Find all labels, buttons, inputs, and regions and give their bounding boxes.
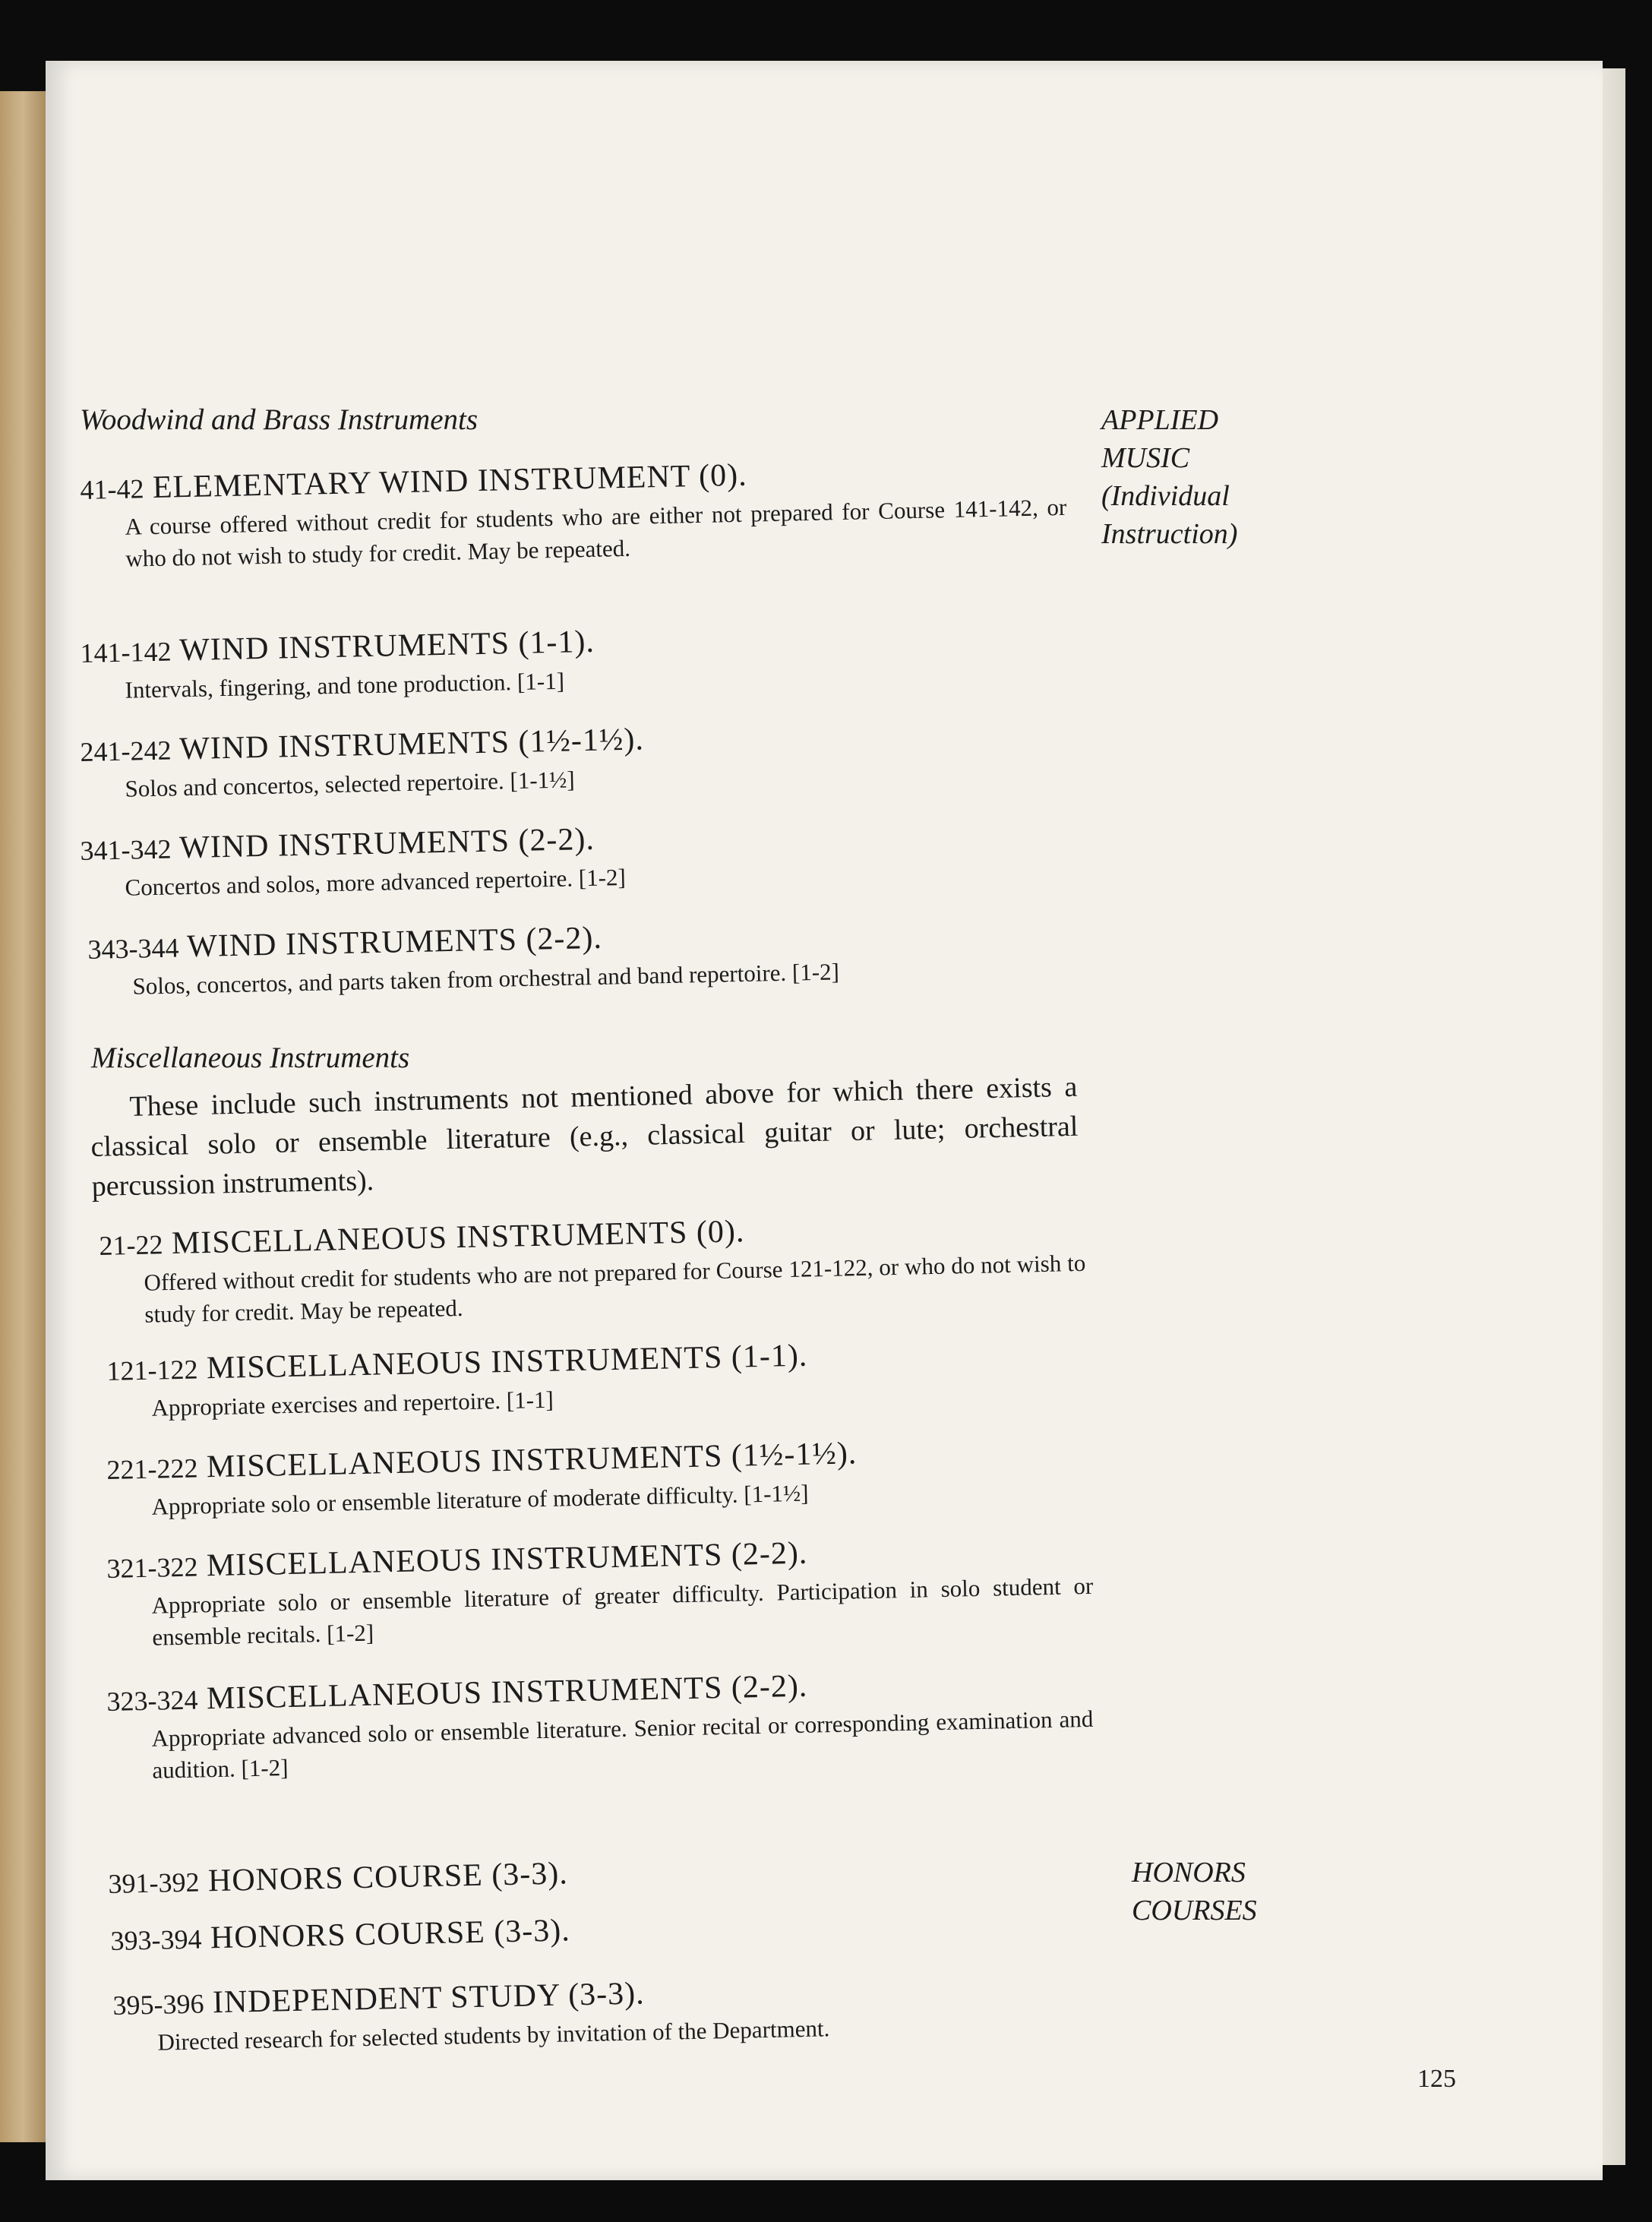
course-number: 341-342 <box>80 833 172 866</box>
course-title: INDEPENDENT STUDY (3-3). <box>212 1976 646 2021</box>
course-description: Appropriate solo or ensemble literature of greater difficulty. Participation in solo student or ensemble recitals. [1-2] <box>151 1572 1094 1651</box>
course-number: 121-122 <box>106 1354 198 1386</box>
page-number: 125 <box>1417 2065 1456 2093</box>
course-number: 391-392 <box>108 1866 200 1899</box>
course-entry <box>80 450 1069 576</box>
margin-note-applied-music <box>1101 401 1237 553</box>
course-title: HONORS COURSE (3-3). <box>210 1913 571 1956</box>
course-number: 343-344 <box>87 932 179 965</box>
course-title: MISCELLANEOUS INSTRUMENTS (1-1). <box>206 1338 808 1386</box>
course-entry <box>112 1966 1101 2059</box>
course-description: Intervals, fingering, and tone production. [1-1] <box>125 667 565 703</box>
miscellaneous-intro: These include such instruments not mentioned above for which there exists a classical solo or ensemble literature (e.g., classical guitar or lute; orchestral percussion instruments). <box>90 1070 1079 1203</box>
course-entry <box>110 1901 1098 1958</box>
page-content <box>46 61 1603 2180</box>
course-entry <box>99 1206 1088 1332</box>
course-title: WIND INSTRUMENTS (1½-1½). <box>178 722 645 767</box>
page-stack-edge <box>1603 68 1625 2165</box>
course-entry <box>80 811 1069 905</box>
course-number: 221-222 <box>106 1452 198 1485</box>
course-description: Appropriate solo or ensemble literature of moderate difficulty. [1-1½] <box>151 1479 809 1520</box>
section-title-woodwind: Woodwind and Brass Instruments <box>80 403 479 436</box>
course-number: 241-242 <box>80 735 172 767</box>
course-entry <box>108 1844 1096 1901</box>
course-title: MISCELLANEOUS INSTRUMENTS (1½-1½). <box>206 1436 858 1485</box>
course-title: ELEMENTARY WIND INSTRUMENT (0). <box>152 457 748 505</box>
course-number: 41-42 <box>80 473 144 505</box>
course-entry <box>106 1430 1095 1524</box>
course-title: WIND INSTRUMENTS (2-2). <box>186 920 603 965</box>
course-title: WIND INSTRUMENTS (2-2). <box>178 821 595 866</box>
course-entry <box>106 1662 1096 1787</box>
course-heading <box>108 1844 1096 1901</box>
margin-line: (Individual <box>1101 480 1230 512</box>
course-description: Solos, concertos, and parts taken from orchestral and band repertoire. [1-2] <box>132 958 840 1000</box>
margin-line: Instruction) <box>1101 518 1238 550</box>
course-number: 141-142 <box>80 636 172 668</box>
course-description: Appropriate advanced solo or ensemble literature. Senior recital or corresponding examination and audition. [1-2] <box>151 1705 1094 1784</box>
course-entry <box>80 713 1069 806</box>
course-number: 393-394 <box>110 1923 202 1956</box>
course-heading <box>110 1901 1098 1958</box>
course-description: Directed research for selected students by invitation of the Department. <box>157 2015 830 2056</box>
course-number: 395-396 <box>112 1988 204 2021</box>
course-number: 323-324 <box>106 1684 198 1717</box>
margin-line: APPLIED <box>1101 404 1219 436</box>
course-entry <box>87 910 1076 1004</box>
course-title: WIND INSTRUMENTS (1-1). <box>178 624 595 668</box>
course-description: Offered without credit for students who are not prepared for Course 121-122, or who do not wish to study for credit. May be repeated. <box>144 1249 1086 1328</box>
course-title: HONORS COURSE (3-3). <box>207 1856 569 1899</box>
margin-line: MUSIC <box>1101 442 1190 474</box>
catalog-page <box>46 61 1603 2180</box>
course-entry <box>106 1332 1095 1425</box>
course-entry <box>106 1529 1096 1655</box>
course-description: Appropriate exercises and repertoire. [1-1] <box>151 1386 554 1421</box>
course-description: Solos and concertos, selected repertoire. [1-1½] <box>125 766 576 802</box>
adjacent-page-edge <box>0 91 46 2142</box>
course-description: A course offered without credit for students who are either not prepared for Course 141-142, or who do not wish to study for credit. May be repeated. <box>125 493 1067 572</box>
margin-note-honors-courses <box>1132 1854 1257 1930</box>
course-number: 21-22 <box>99 1229 163 1261</box>
course-title: MISCELLANEOUS INSTRUMENTS (2-2). <box>206 1535 808 1584</box>
margin-line: COURSES <box>1132 1895 1257 1926</box>
course-entry <box>80 614 1069 707</box>
margin-line: HONORS <box>1132 1857 1246 1889</box>
section-title-miscellaneous: Miscellaneous Instruments <box>91 1041 410 1074</box>
course-title: MISCELLANEOUS INSTRUMENTS (0). <box>171 1214 745 1261</box>
course-title: MISCELLANEOUS INSTRUMENTS (2-2). <box>206 1668 808 1717</box>
course-description: Concertos and solos, more advanced repertoire. [1-2] <box>125 863 627 901</box>
course-number: 321-322 <box>106 1551 198 1584</box>
